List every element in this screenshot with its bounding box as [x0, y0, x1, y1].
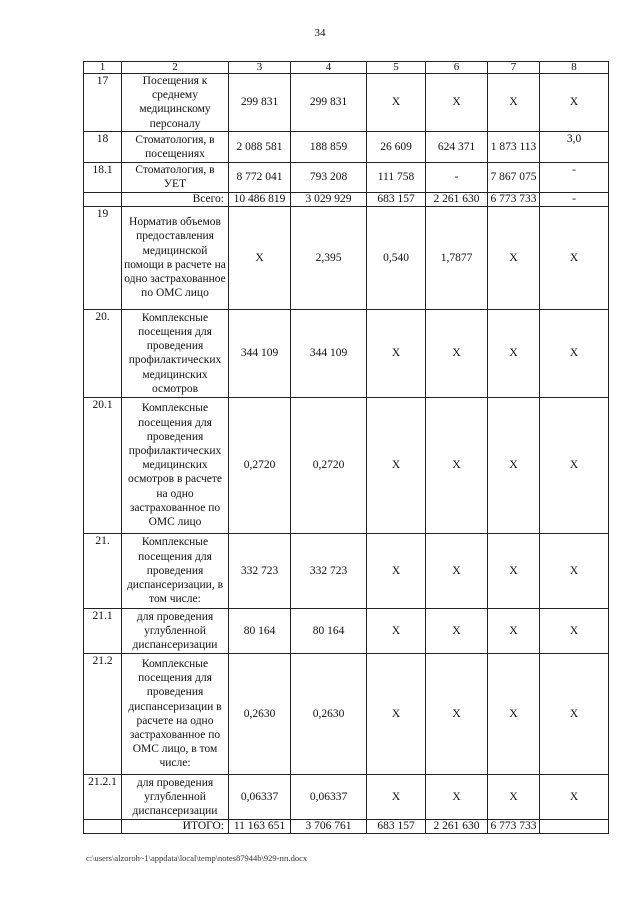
value-cell: 0,2630 [229, 653, 291, 774]
table-row [84, 309, 609, 397]
row-number-cell: 17 [84, 74, 122, 132]
value-cell: Х [488, 397, 540, 533]
row-number-cell: 20. [84, 309, 122, 397]
value-cell: 2 088 581 [229, 131, 291, 162]
row-name-cell: для проведения углубленной диспансеризации [122, 608, 229, 653]
value-cell: 624 371 [426, 131, 488, 162]
header-cell: 2 [122, 62, 229, 74]
value-cell: 0,2720 [229, 397, 291, 533]
row-name-cell: для проведения углубленной диспансеризации [122, 774, 229, 819]
value-cell: Х [488, 653, 540, 774]
value-cell: 2,395 [291, 206, 367, 309]
header-cell: 1 [84, 62, 122, 74]
value-cell: 111 758 [367, 162, 426, 192]
value-cell: 80 164 [291, 608, 367, 653]
header-cell: 6 [426, 62, 488, 74]
value-cell: 80 164 [229, 608, 291, 653]
value-cell: 299 831 [229, 74, 291, 132]
value-cell: 332 723 [291, 533, 367, 608]
value-cell: Х [367, 74, 426, 132]
row-name-cell: Комплексные посещения для проведения профилактических медицинских осмотров в расчете на одно застрахованное по ОМС лицо [122, 397, 229, 533]
row-number-cell: 19 [84, 206, 122, 309]
row-name-cell: Всего: [122, 192, 229, 206]
row-number-cell [84, 192, 122, 206]
value-cell: 683 157 [367, 192, 426, 206]
value-cell: Х [367, 397, 426, 533]
row-number-cell: 21. [84, 533, 122, 608]
value-cell: 7 867 075 [488, 162, 540, 192]
value-cell: Х [488, 74, 540, 132]
value-cell: 3,0 [540, 131, 609, 162]
row-number-cell: 21.2.1 [84, 774, 122, 819]
row-name-cell: Посещения к среднему медицинскому персоналу [122, 74, 229, 132]
table-row [84, 206, 609, 309]
value-cell: Х [426, 774, 488, 819]
value-cell: 299 831 [291, 74, 367, 132]
table-row [84, 608, 609, 653]
value-cell: 8 772 041 [229, 162, 291, 192]
data-table [83, 61, 609, 834]
subtotal-row [84, 192, 609, 206]
value-cell: Х [426, 533, 488, 608]
table-row [84, 162, 609, 192]
value-cell: 0,2630 [291, 653, 367, 774]
value-cell: Х [426, 309, 488, 397]
value-cell: 344 109 [229, 309, 291, 397]
value-cell: 3 706 761 [291, 819, 367, 833]
value-cell: 26 609 [367, 131, 426, 162]
row-name-cell: Комплексные посещения для проведения профилактических медицинских осмотров [122, 309, 229, 397]
value-cell: Х [426, 74, 488, 132]
value-cell: - [540, 192, 609, 206]
row-number-cell: 18 [84, 131, 122, 162]
value-cell: 2 261 630 [426, 819, 488, 833]
value-cell: Х [367, 533, 426, 608]
table-row [84, 74, 609, 132]
value-cell: 1 873 113 [488, 131, 540, 162]
row-name-cell: Комплексные посещения для проведения диспансеризации в расчете на одно застрахованное по ОМС лицо, в том числе: [122, 653, 229, 774]
value-cell: Х [367, 774, 426, 819]
value-cell: Х [367, 608, 426, 653]
row-name-cell: Стоматология, в посещениях [122, 131, 229, 162]
row-number-cell: 20.1 [84, 397, 122, 533]
value-cell: Х [540, 74, 609, 132]
value-cell: Х [540, 608, 609, 653]
row-number-cell: 21.1 [84, 608, 122, 653]
value-cell: Х [367, 309, 426, 397]
table-row [84, 533, 609, 608]
value-cell: 793 208 [291, 162, 367, 192]
table-row [84, 131, 609, 162]
value-cell: 344 109 [291, 309, 367, 397]
page-number: 34 [314, 27, 326, 39]
value-cell: Х [540, 206, 609, 309]
value-cell: Х [540, 533, 609, 608]
value-cell: Х [488, 533, 540, 608]
value-cell: 6 773 733 [488, 819, 540, 833]
value-cell: 10 486 819 [229, 192, 291, 206]
header-cell: 5 [367, 62, 426, 74]
value-cell: Х [540, 309, 609, 397]
value-cell: 332 723 [229, 533, 291, 608]
header-cell: 8 [540, 62, 609, 74]
value-cell: 1,7877 [426, 206, 488, 309]
value-cell: 683 157 [367, 819, 426, 833]
header-cell: 7 [488, 62, 540, 74]
row-name-cell: ИТОГО: [122, 819, 229, 833]
value-cell: - [540, 162, 609, 192]
row-name-cell: Комплексные посещения для проведения диспансеризации, в том числе: [122, 533, 229, 608]
row-number-cell [84, 819, 122, 833]
row-name-cell: Стоматология, в УЕТ [122, 162, 229, 192]
value-cell: 3 029 929 [291, 192, 367, 206]
header-cell: 4 [291, 62, 367, 74]
value-cell: Х [367, 653, 426, 774]
value-cell: 0,2720 [291, 397, 367, 533]
value-cell: Х [426, 608, 488, 653]
value-cell [540, 819, 609, 833]
value-cell: Х [540, 774, 609, 819]
value-cell: 11 163 651 [229, 819, 291, 833]
value-cell: 0,06337 [229, 774, 291, 819]
row-number-cell: 21.2 [84, 653, 122, 774]
value-cell: Х [488, 774, 540, 819]
value-cell: - [426, 162, 488, 192]
value-cell: 6 773 733 [488, 192, 540, 206]
value-cell: Х [540, 653, 609, 774]
value-cell: Х [426, 397, 488, 533]
value-cell: Х [488, 309, 540, 397]
table-row [84, 397, 609, 533]
table-row [84, 774, 609, 819]
value-cell: 0,06337 [291, 774, 367, 819]
value-cell: 188 859 [291, 131, 367, 162]
value-cell: Х [488, 608, 540, 653]
header-cell: 3 [229, 62, 291, 74]
table-row [84, 653, 609, 774]
value-cell: 0,540 [367, 206, 426, 309]
row-name-cell: Норматив объемов предоставления медицинской помощи в расчете на одно застрахованное по ОМС лицо [122, 206, 229, 309]
grand-total-row [84, 819, 609, 833]
value-cell: Х [426, 653, 488, 774]
header-row [84, 62, 609, 74]
footer-file-path: c:\users\alzoroh~1\appdata\local\temp\notes87944b\929-пп.docx [86, 853, 308, 863]
row-number-cell: 18.1 [84, 162, 122, 192]
value-cell: 2 261 630 [426, 192, 488, 206]
value-cell: Х [229, 206, 291, 309]
value-cell: Х [540, 397, 609, 533]
value-cell: Х [488, 206, 540, 309]
